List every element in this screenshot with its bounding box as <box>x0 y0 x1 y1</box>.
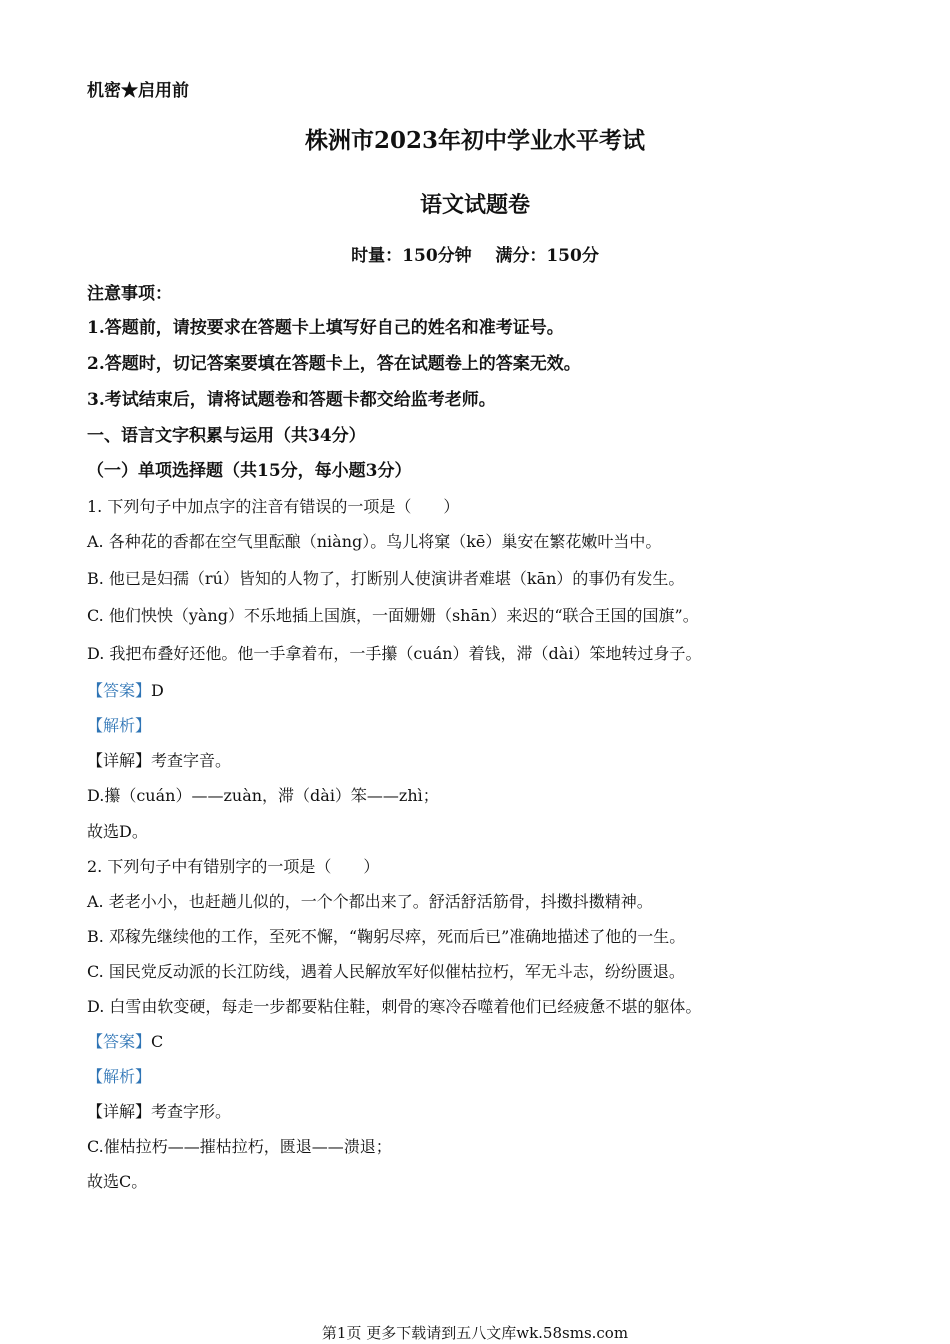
q2-explanation: C.催枯拉朽——摧枯拉朽，匮退——溃退； <box>87 1137 392 1156</box>
answer-value: C <box>151 1032 164 1051</box>
q2-option-d: D. 白雪由软变硬，每走一步都要粘住鞋，刺骨的寒冷吞噬着他们已经疲惫不堪的躯体。 <box>87 997 702 1016</box>
q1-detail <box>87 751 231 771</box>
q2-option-b: B. 邓稼先继续他的工作，至死不懈，“鞠躬尽瘁，死而后已”准确地描述了他的一生。 <box>87 927 686 946</box>
q2-conclusion: 故选C。 <box>87 1172 148 1191</box>
detail-tag: 【详解】 <box>87 751 152 770</box>
detail-text: 考查字形。 <box>151 1102 232 1121</box>
exam-title: 株洲市2023年初中学业水平考试 <box>304 127 645 154</box>
answer-tag: 【答案】 <box>87 681 152 700</box>
answer-tag: 【答案】 <box>87 1032 152 1051</box>
section-subtitle: （一）单项选择题（共15分，每小题3分） <box>87 461 412 481</box>
q2-stem: 2. 下列句子中有错别字的一项是（ ） <box>87 857 380 876</box>
page-footer: 第1页 更多下载请到五八文库wk.58sms.com <box>321 1324 629 1342</box>
detail-text: 考查字音。 <box>151 751 232 770</box>
section-title: 一、语言文字积累与运用（共34分） <box>87 426 366 446</box>
note-item-2: 2.答题时，切记答案要填在答题卡上，答在试题卷上的答案无效。 <box>87 354 581 374</box>
q1-conclusion: 故选D。 <box>87 822 148 841</box>
secret-label: 机密★启用前 <box>87 81 189 101</box>
time-info: 时量：150分钟 满分：150分 <box>351 246 599 266</box>
q1-option-b: B. 他已是妇孺（rú）皆知的人物了，打断别人使演讲者难堪（kān）的事仍有发生。 <box>87 569 685 588</box>
note-item-1: 1.答题前，请按要求在答题卡上填写好自己的姓名和准考证号。 <box>87 318 564 338</box>
notes-heading: 注意事项： <box>87 284 172 304</box>
q1-answer <box>87 681 164 701</box>
note-item-3: 3.考试结束后，请将试题卷和答题卡都交给监考老师。 <box>87 390 496 410</box>
q2-analysis-tag: 【解析】 <box>87 1067 152 1086</box>
answer-value: D <box>151 681 164 700</box>
q1-option-d: D. 我把布叠好还他。他一手拿着布，一手攥（cuán）着钱，滞（dài）笨地转过身子。 <box>87 644 702 663</box>
q2-option-c: C. 国民党反动派的长江防线，遇着人民解放军好似催枯拉朽，军无斗志，纷纷匮退。 <box>87 962 685 981</box>
q1-option-a: A. 各种花的香都在空气里酝酿（niàng）。鸟儿将窠（kē）巢安在繁花嫩叶当中。 <box>87 532 662 551</box>
q1-option-c: C. 他们怏怏（yàng）不乐地插上国旗，一面姗姗（shān）来迟的“联合王国的国旗”。 <box>87 606 699 625</box>
q1-explanation: D.攥（cuán）——zuàn，滞（dài）笨——zhì； <box>87 786 439 805</box>
q2-detail <box>87 1102 231 1122</box>
q2-option-a: A. 老老小小，也赶趟儿似的，一个个都出来了。舒活舒活筋骨，抖擞抖擞精神。 <box>87 892 653 911</box>
q1-analysis-tag: 【解析】 <box>87 716 152 735</box>
q1-stem: 1. 下列句子中加点字的注音有错误的一项是（ ） <box>87 497 460 516</box>
paper-title: 语文试题卷 <box>419 192 530 218</box>
detail-tag: 【详解】 <box>87 1102 152 1121</box>
q2-answer <box>87 1032 163 1052</box>
